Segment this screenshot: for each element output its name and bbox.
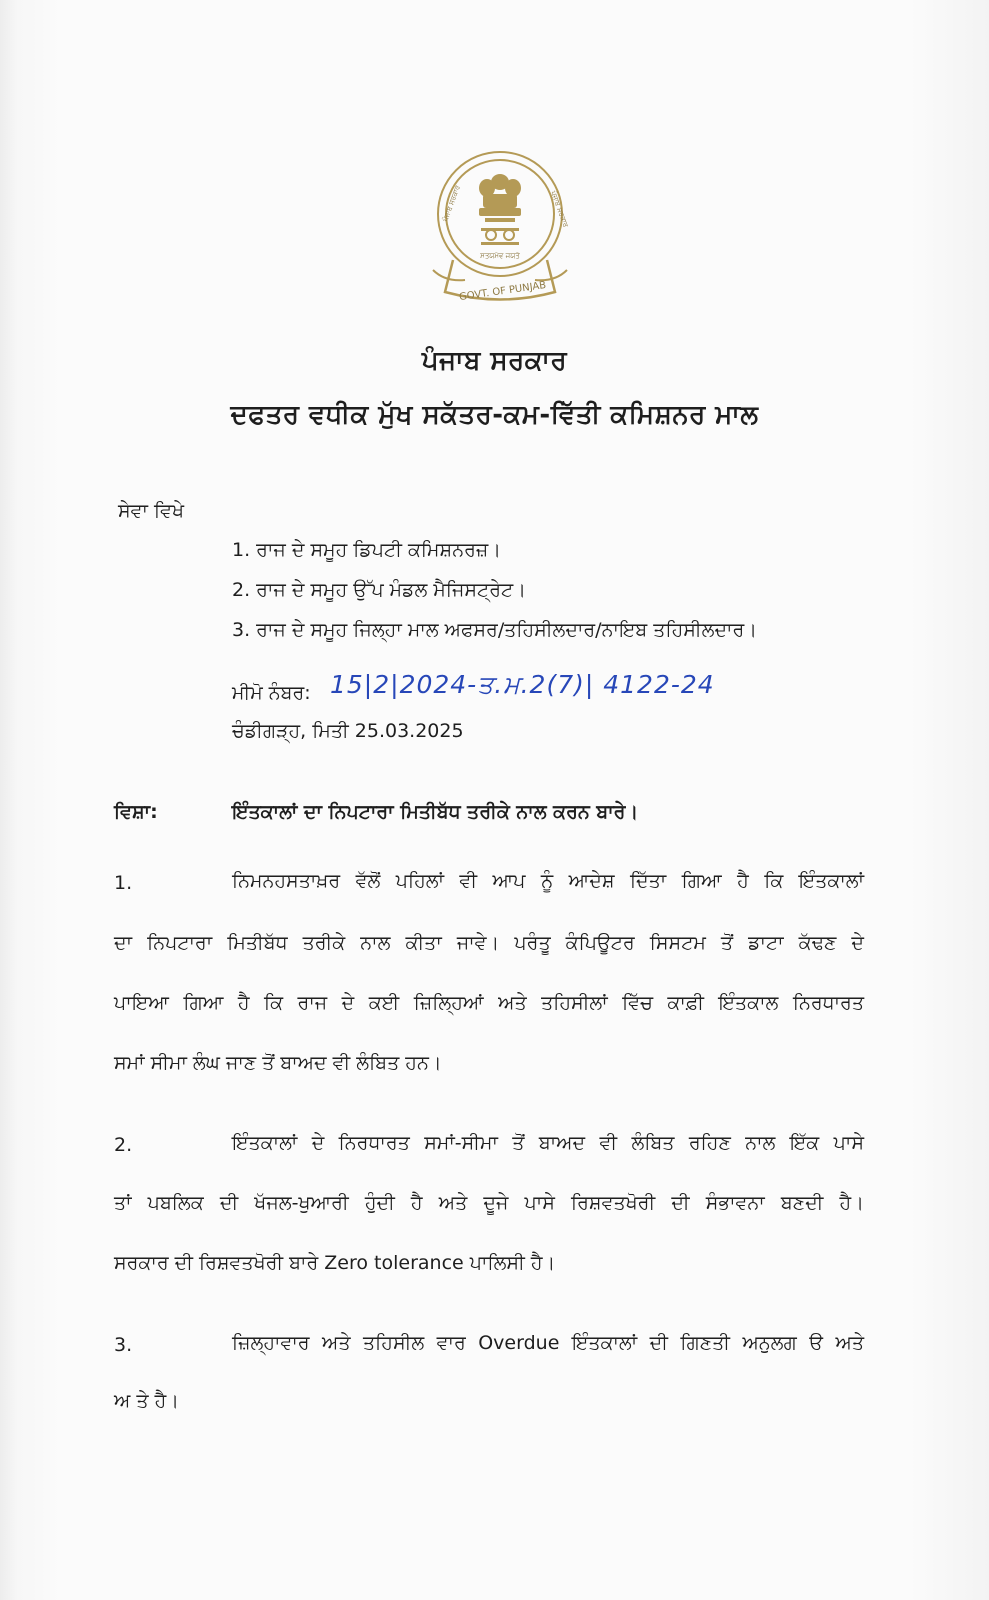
header-office-name: ਦਫਤਰ ਵਧੀਕ ਮੁੱਖ ਸਕੱਤਰ-ਕਮ-ਵਿੱਤੀ ਕਮਿਸ਼ਨਰ ਮਾਲ bbox=[230, 400, 759, 430]
paragraph-line: ਅ ਤੇ ਹੈ। bbox=[114, 1390, 180, 1412]
header-government-name: ਪੰਜਾਬ ਸਰਕਾਰ bbox=[421, 346, 568, 376]
paragraph-line: ਸਮਾਂ ਸੀਮਾ ਲੰਘ ਜਾਣ ਤੋਂ ਬਾਅਦ ਵੀ ਲੰਬਿਤ ਹਨ। bbox=[114, 1052, 442, 1074]
memo-handwritten-number: 15|2|2024-ਤ.ਮ.2(7)| 4122-24 bbox=[330, 670, 715, 699]
place-date: ਚੰਡੀਗੜ੍ਹ, ਮਿਤੀ 25.03.2025 bbox=[232, 720, 464, 742]
emblem-motto: ਸਤਯਮੇਵ ਜਯਤੇ bbox=[480, 252, 520, 260]
subject-text: ਇੰਤਕਾਲਾਂ ਦਾ ਨਿਪਟਾਰਾ ਮਿਤੀਬੱਧ ਤਰੀਕੇ ਨਾਲ ਕਰਨ ਬਾਰੇ। bbox=[232, 801, 639, 823]
paragraph-line: ਪਾਇਆ ਗਿਆ ਹੈ ਕਿ ਰਾਜ ਦੇ ਕਈ ਜ਼ਿਲ੍ਹਿਆਂ ਅਤੇ ਤਹਿਸੀਲਾਂ ਵਿੱਚ ਕਾਫ਼ੀ ਇੰਤਕਾਲ ਨਿਰਧਾਰਤ bbox=[114, 992, 864, 1014]
paragraph-line: ਤਾਂ ਪਬਲਿਕ ਦੀ ਖੱਜਲ-ਖੁਆਰੀ ਹੁੰਦੀ ਹੈ ਅਤੇ ਦੂਜੇ ਪਾਸੇ ਰਿਸ਼ਵਤਖੋਰੀ ਦੀ ਸੰਭਾਵਨਾ ਬਣਦੀ ਹੈ। bbox=[114, 1192, 864, 1214]
paragraph-line: ਦਾ ਨਿਪਟਾਰਾ ਮਿਤੀਬੱਧ ਤਰੀਕੇ ਨਾਲ ਕੀਤਾ ਜਾਵੇ। ਪਰੰਤੂ ਕੰਪਿਊਟਰ ਸਿਸਟਮ ਤੋਂ ਡਾਟਾ ਕੱਢਣ ਦੇ bbox=[114, 932, 864, 954]
paragraph-number: 1. bbox=[114, 872, 133, 894]
emblem-right-arc-text: ਪੰਜਾਬ ਸਰਕਾਰ bbox=[549, 189, 570, 229]
memo-label: ਮੀਮੋ ਨੰਬਰ: bbox=[232, 682, 311, 704]
paragraph-number: 2. bbox=[114, 1134, 133, 1156]
addressee-item: 2. ਰਾਜ ਦੇ ਸਮੂਹ ਉੱਪ ਮੰਡਲ ਮੈਜਿਸਟ੍ਰੇਟ। bbox=[232, 579, 526, 601]
emblem-left-arc-text: ਪੰਜਾਬ ਸਰਕਾਰ bbox=[441, 184, 462, 223]
addressee-label: ਸੇਵਾ ਵਿਖੇ bbox=[118, 500, 185, 522]
paragraph-line: ਇੰਤਕਾਲਾਂ ਦੇ ਨਿਰਧਾਰਤ ਸਮਾਂ-ਸੀਮਾ ਤੋਂ ਬਾਅਦ ਵੀ ਲੰਬਿਤ ਰਹਿਣ ਨਾਲ ਇੱਕ ਪਾਸੇ bbox=[232, 1132, 864, 1154]
emblem-ring-text: GOVT. OF PUNJAB bbox=[458, 279, 547, 304]
paragraph-number: 3. bbox=[114, 1334, 133, 1356]
paragraph-line: ਸਰਕਾਰ ਦੀ ਰਿਸ਼ਵਤਖੋਰੀ ਬਾਰੇ Zero tolerance ਪਾਲਿਸੀ ਹੈ। bbox=[114, 1252, 556, 1274]
govt-of-punjab-emblem bbox=[425, 142, 575, 312]
addressee-item: 1. ਰਾਜ ਦੇ ਸਮੂਹ ਡਿਪਟੀ ਕਮਿਸ਼ਨਰਜ਼। bbox=[232, 539, 502, 561]
subject-label: ਵਿਸ਼ਾ: bbox=[114, 801, 158, 823]
paragraph-line: ਜ਼ਿਲ੍ਹਾਵਾਰ ਅਤੇ ਤਹਿਸੀਲ ਵਾਰ Overdue ਇੰਤਕਾਲਾਂ ਦੀ ਗਿਣਤੀ ਅਨੁਲਗ ੳ ਅਤੇ bbox=[232, 1332, 864, 1354]
paragraph-line: ਨਿਮਨਹਸਤਾਖ਼ਰ ਵੱਲੋਂ ਪਹਿਲਾਂ ਵੀ ਆਪ ਨੂੰ ਆਦੇਸ਼ ਦਿੱਤਾ ਗਿਆ ਹੈ ਕਿ ਇੰਤਕਾਲਾਂ bbox=[232, 870, 864, 892]
addressee-item: 3. ਰਾਜ ਦੇ ਸਮੂਹ ਜਿਲ੍ਹਾ ਮਾਲ ਅਫਸਰ/ਤਹਿਸੀਲਦਾਰ/ਨਾਇਬ ਤਹਿਸੀਲਦਾਰ। bbox=[232, 619, 758, 641]
